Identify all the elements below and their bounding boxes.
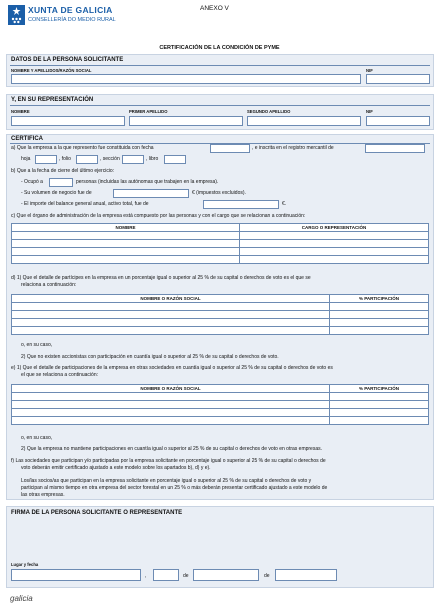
de-label-2: de — [264, 573, 270, 579]
month-field[interactable] — [193, 569, 259, 581]
clause-d2-text: 2) Que no existen accionistas con participación en cuantía igual o superior al 25 % de su capital o derechos de voto. — [21, 354, 279, 360]
table-row[interactable] — [12, 327, 429, 335]
turnover-field[interactable] — [113, 189, 189, 198]
board-table — [11, 223, 429, 264]
constitution-date-field[interactable] — [210, 144, 250, 153]
certifica-section — [6, 134, 434, 500]
euro2-label: €. — [282, 201, 287, 207]
board-name-header: NOMBRE — [12, 224, 240, 232]
galicia-logo: galicia — [10, 594, 33, 603]
table-row[interactable] — [12, 256, 429, 264]
year-field[interactable] — [275, 569, 337, 581]
table-row[interactable] — [12, 319, 429, 327]
xunta-crest-icon — [8, 5, 25, 25]
clause-d1-text: d) 1) Que el detalle de partícipes en la empresa en un porcentaje igual o superior al 25 % de su capital o derechos de voto es el que se — [11, 275, 311, 281]
clause-e1-text-cont: el que se relaciona a continuación: — [21, 372, 98, 378]
clause-f-text2: voto deberán emitir certificado ajustado a este modelo sobre los apartados b), d) y e). — [21, 465, 211, 471]
employees-field[interactable] — [49, 178, 73, 187]
clause-a-text2: , e inscrita en el registro mercantil de — [252, 145, 334, 151]
euros-label: € (impuestos excluidos). — [192, 190, 246, 196]
or-label-e: o, en su caso, — [21, 435, 53, 441]
org-name: XUNTA DE GALICIA — [28, 5, 113, 15]
clause-f-text1: f) Las sociedades que participan y/o participadas por la empresa solicitante en porcentaje igual o superior al 25 % de su capital o derechos de — [11, 458, 326, 464]
ocupo-label: - Ocupó a — [21, 179, 43, 185]
hoja-label: hoja — [21, 156, 31, 162]
place-date-label: Lugar y fecha — [11, 562, 39, 567]
rep-nif-field[interactable] — [366, 116, 430, 126]
table-row[interactable] — [12, 303, 429, 311]
shareholders-table — [11, 294, 429, 335]
table-row[interactable] — [12, 393, 429, 401]
department-name: CONSELLERÍA DO MEDIO RURAL — [28, 17, 116, 23]
place-field[interactable] — [11, 569, 141, 581]
first-name-field[interactable] — [11, 116, 125, 126]
seccion-field[interactable] — [122, 155, 144, 164]
participation-name-header: NOMBRE O RAZÓN SOCIAL — [12, 385, 330, 393]
or-label: o, en su caso, — [21, 342, 53, 348]
seccion-label: , sección — [100, 156, 120, 162]
document-title: CERTIFICACIÓN DE LA CONDICIÓN DE PYME — [159, 45, 280, 51]
representative-section-title: Y, EN SU REPRESENTACIÓN — [11, 97, 94, 103]
balance-field[interactable] — [203, 200, 279, 209]
personas-label: personas (incluidas las autónomas que trabajen en la empresa). — [76, 179, 219, 185]
table-row[interactable] — [12, 240, 429, 248]
folio-field[interactable] — [76, 155, 98, 164]
nif-field[interactable] — [366, 74, 430, 84]
participations-table — [11, 384, 429, 425]
participation-pct-header: % PARTICIPACIÓN — [330, 385, 429, 393]
volumen-label: - Su volumen de negocio fue de — [21, 190, 92, 196]
de-label-1: de — [183, 573, 189, 579]
clause-e1-text: e) 1) Que el detalle de participaciones de la empresa en otras sociedades en cuantía igual o superior al 25 % de su capital o derechos de voto es — [11, 365, 333, 371]
table-header-row — [12, 224, 429, 232]
table-row[interactable] — [12, 232, 429, 240]
divider — [10, 65, 430, 66]
surname2-label: SEGUNDO APELLIDO — [247, 109, 291, 114]
balance-label: - El importe del balance general anual, activo total, fue de — [21, 201, 149, 207]
clause-d1-text-cont: relaciona a continuación: — [21, 282, 77, 288]
comma-label: , — [145, 573, 147, 579]
table-row[interactable] — [12, 401, 429, 409]
libro-field[interactable] — [164, 155, 186, 164]
clause-g-text3: las otras empresas. — [21, 492, 65, 498]
clause-c-text: c) Que el órgano de administración de la empresa está compuesto por las personas y con el cargo que se relacionan a continuación: — [11, 213, 306, 219]
divider — [10, 105, 430, 106]
clause-b-text: b) Que a la fecha de cierre del último ejercicio: — [11, 168, 115, 174]
first-name-label: NOMBRE — [11, 109, 30, 114]
applicant-section — [6, 54, 434, 87]
table-row[interactable] — [12, 248, 429, 256]
clause-a-text: a) Que la empresa a la que represento fue constituida con fecha — [11, 145, 154, 151]
nif-label: NIF — [366, 68, 373, 73]
signature-section-title: FIRMA DE LA PERSONA SOLICITANTE O REPRESENTANTE — [11, 510, 183, 516]
hoja-field[interactable] — [35, 155, 57, 164]
folio-label: , folio — [59, 156, 71, 162]
clause-g-text1: Los/las socios/as que participan en la empresa solicitante en porcentaje igual o superior al 25 % de su capital o derechos de voto y — [21, 478, 312, 484]
clause-g-text2: participan al mismo tiempo en otra empresa del sector forestal en un 25 % o más deberán presentar certificado ajustado a este modelo de — [21, 485, 328, 491]
day-field[interactable] — [153, 569, 179, 581]
shareholder-pct-header: % PARTICIPACIÓN — [330, 295, 429, 303]
shareholder-name-header: NOMBRE O RAZÓN SOCIAL — [12, 295, 330, 303]
table-row[interactable] — [12, 409, 429, 417]
surname2-field[interactable] — [247, 116, 361, 126]
board-role-header: CARGO O REPRESENTACIÓN — [240, 224, 429, 232]
signature-section — [6, 506, 434, 588]
surname1-field[interactable] — [129, 116, 243, 126]
applicant-section-title: DATOS DE LA PERSONA SOLICITANTE — [11, 57, 124, 63]
surname1-label: PRIMER APELLIDO — [129, 109, 168, 114]
table-header-row — [12, 295, 429, 303]
representative-section — [6, 94, 434, 130]
table-row[interactable] — [12, 417, 429, 425]
table-header-row — [12, 385, 429, 393]
clause-e2-text: 2) Que la empresa no mantiene participaciones en cuantía igual o superior al 25 % de su capital o derechos de voto en otras empresas. — [21, 446, 323, 452]
annex-label: ANEXO V — [200, 5, 229, 12]
registry-field[interactable] — [365, 144, 425, 153]
name-field[interactable] — [11, 74, 361, 84]
certifica-section-title: CERTIFICA — [11, 136, 43, 142]
table-row[interactable] — [12, 311, 429, 319]
rep-nif-label: NIF — [366, 109, 373, 114]
name-label: NOMBRE Y APELLIDOS/RAZÓN SOCIAL — [11, 68, 92, 73]
libro-label: , libro — [146, 156, 159, 162]
